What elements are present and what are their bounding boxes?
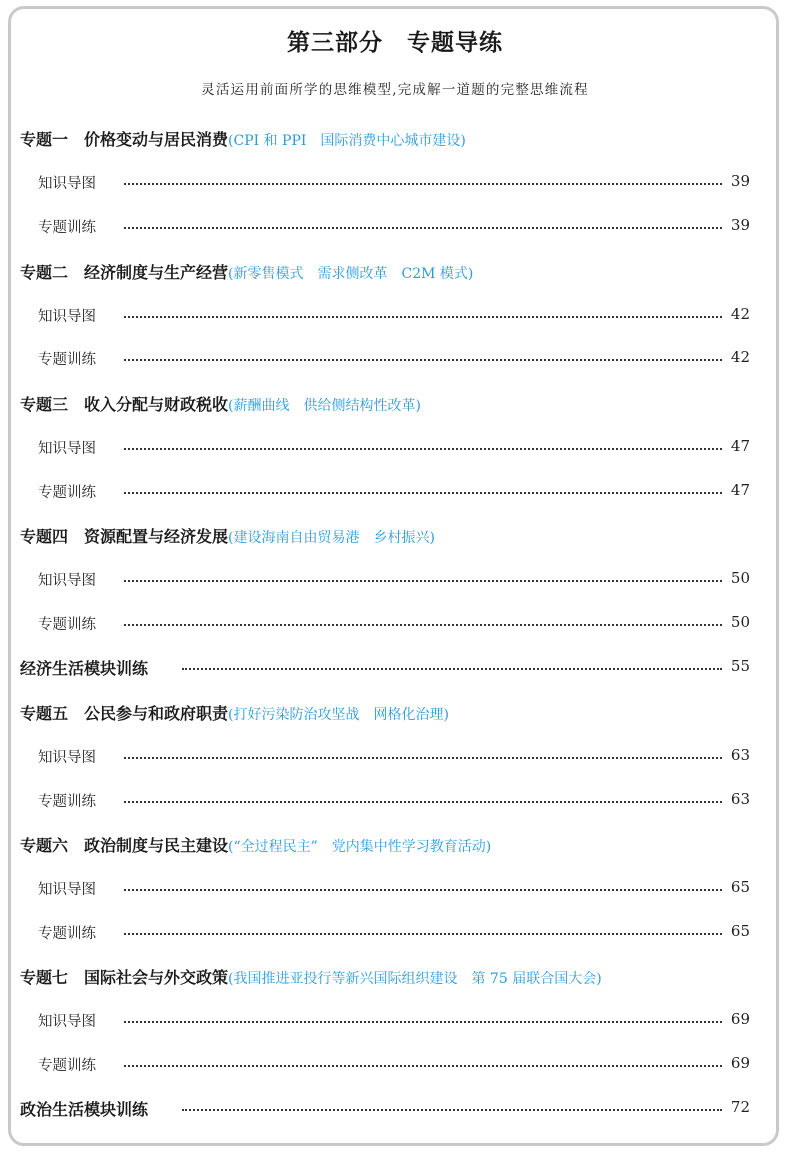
dot-leader (182, 1109, 722, 1111)
toc-entry[interactable] (0, 345, 790, 371)
page-number: 69 (730, 1010, 750, 1028)
dot-leader (124, 227, 722, 229)
toc-entry[interactable] (0, 1051, 790, 1077)
dot-leader (124, 580, 722, 582)
toc-module-politics[interactable] (0, 1095, 790, 1121)
toc-topic-3[interactable] (0, 390, 790, 416)
page-number: 65 (730, 878, 750, 896)
toc-entry[interactable] (0, 169, 790, 195)
page-title: 第三部分 专题导练 (287, 29, 503, 56)
entry-label: 专题训练 (38, 485, 96, 501)
toc-topic-2[interactable] (0, 258, 790, 284)
page-number: 55 (730, 657, 750, 675)
page-number: 63 (730, 790, 750, 808)
toc-entry[interactable] (0, 875, 790, 901)
toc-entry[interactable] (0, 610, 790, 636)
page-number: 47 (730, 437, 750, 455)
page-number: 65 (730, 922, 750, 940)
toc-entry[interactable] (0, 919, 790, 945)
topic-note: (我国推进亚投行等新兴国际组织建设 第 75 届联合国大会) (228, 971, 602, 987)
dot-leader (124, 1021, 722, 1023)
entry-label: 专题训练 (38, 926, 96, 942)
toc-topic-1[interactable] (0, 125, 790, 151)
topic-title: 专题一 价格变动与居民消费 (20, 130, 229, 149)
topic-note: (“全过程民主” 党内集中性学习教育活动) (228, 839, 492, 855)
topic-note: (新零售模式 需求侧改革 C2M 模式) (228, 266, 474, 282)
dot-leader (124, 183, 722, 185)
toc-entry[interactable] (0, 434, 790, 460)
dot-leader (124, 492, 722, 494)
dot-leader (124, 359, 722, 361)
entry-label: 知识导图 (38, 573, 96, 589)
topic-note: (CPI 和 PPI 国际消费中心城市建设) (228, 133, 466, 149)
topic-title: 专题三 收入分配与财政税收 (20, 395, 229, 414)
toc-entry[interactable] (0, 743, 790, 769)
dot-leader (124, 757, 722, 759)
topic-title: 专题四 资源配置与经济发展 (20, 527, 229, 546)
topic-title: 专题二 经济制度与生产经营 (20, 263, 229, 282)
dot-leader (124, 624, 722, 626)
toc-entry[interactable] (0, 302, 790, 328)
toc-topic-6[interactable] (0, 831, 790, 857)
toc-module-economics[interactable] (0, 654, 790, 680)
topic-note: (薪酬曲线 供给侧结构性改革) (228, 398, 421, 414)
topic-note: (打好污染防治攻坚战 网格化治理) (228, 707, 449, 723)
entry-label: 专题训练 (38, 352, 96, 368)
dot-leader (124, 933, 722, 935)
topic-title: 专题六 政治制度与民主建设 (20, 836, 229, 855)
entry-label: 专题训练 (38, 794, 96, 810)
dot-leader (124, 316, 722, 318)
topic-title: 专题七 国际社会与外交政策 (20, 968, 229, 987)
page-number: 69 (730, 1054, 750, 1072)
dot-leader (124, 1065, 722, 1067)
dot-leader (124, 801, 722, 803)
page-subtitle: 灵活运用前面所学的思维模型,完成解一道题的完整思维流程 (201, 82, 589, 98)
page-number: 63 (730, 746, 750, 764)
topic-note: (建设海南自由贸易港 乡村振兴) (228, 530, 435, 546)
entry-label: 知识导图 (38, 309, 96, 325)
page-number: 39 (730, 172, 750, 190)
toc-entry[interactable] (0, 213, 790, 239)
page-number: 42 (730, 348, 750, 366)
toc-topic-5[interactable] (0, 699, 790, 725)
page-number: 42 (730, 305, 750, 323)
page-number: 47 (730, 481, 750, 499)
page-number: 39 (730, 216, 750, 234)
entry-label: 专题训练 (38, 1058, 96, 1074)
dot-leader (124, 889, 722, 891)
page-number: 50 (730, 569, 750, 587)
dot-leader (124, 448, 722, 450)
dot-leader (182, 668, 722, 670)
topic-title: 专题五 公民参与和政府职责 (20, 704, 229, 723)
toc-topic-4[interactable] (0, 522, 790, 548)
page-number: 72 (730, 1098, 750, 1116)
toc-entry[interactable] (0, 566, 790, 592)
module-label: 经济生活模块训练 (20, 659, 149, 678)
entry-label: 知识导图 (38, 176, 96, 192)
entry-label: 专题训练 (38, 220, 96, 236)
toc-entry[interactable] (0, 1007, 790, 1033)
toc-topic-7[interactable] (0, 963, 790, 989)
entry-label: 知识导图 (38, 441, 96, 457)
toc-entry[interactable] (0, 787, 790, 813)
page-number: 50 (730, 613, 750, 631)
entry-label: 专题训练 (38, 617, 96, 633)
entry-label: 知识导图 (38, 882, 96, 898)
toc-entry[interactable] (0, 478, 790, 504)
entry-label: 知识导图 (38, 750, 96, 766)
module-label: 政治生活模块训练 (20, 1100, 149, 1119)
entry-label: 知识导图 (38, 1014, 96, 1030)
